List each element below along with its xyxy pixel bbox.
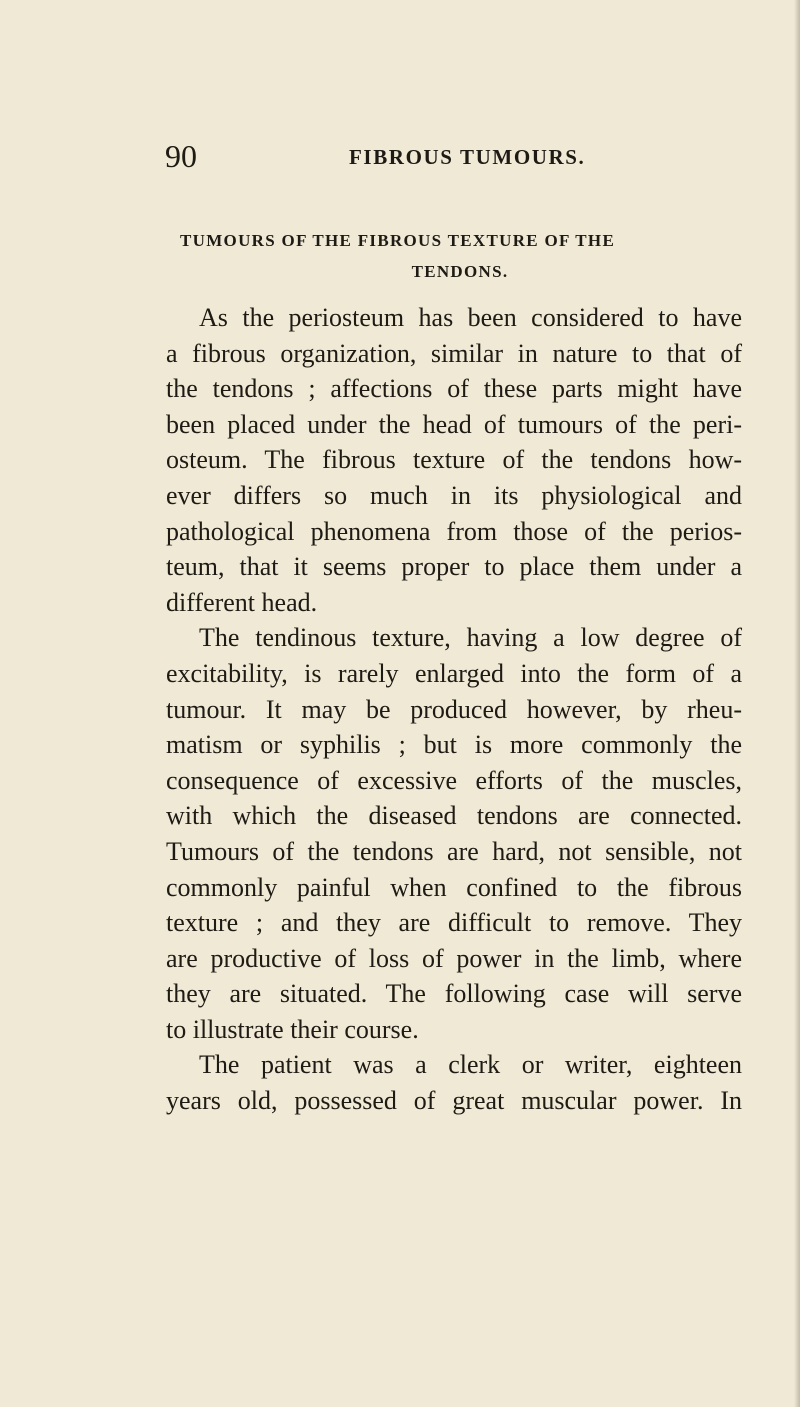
text-line: excitability, is rarely enlarged into the form of a: [166, 658, 742, 688]
text-line: the tendons ; affections of these parts might have: [166, 374, 742, 404]
page-number: 90: [165, 138, 197, 174]
text-line: ever differs so much in its physiological and: [166, 480, 742, 510]
section-heading-line-1: TUMOURS OF THE FIBROUS TEXTURE OF THE: [180, 231, 616, 250]
text-line: a fibrous organization, similar in nature to that of: [166, 338, 742, 368]
text-line: with which the diseased tendons are connected.: [166, 801, 742, 831]
text-line: they are situated. The following case will serve: [166, 979, 742, 1009]
text-line: pathological phenomena from those of the perios-: [166, 516, 742, 546]
body-text: [166, 300, 742, 1119]
text-line: Tumours of the tendons are hard, not sensible, not: [166, 836, 742, 866]
text-line: The tendinous texture, having a low degree of: [199, 623, 742, 653]
text-line: consequence of excessive efforts of the muscles,: [166, 765, 742, 795]
text-line: teum, that it seems proper to place them under a: [166, 552, 742, 582]
page-edge-shadow: [794, 0, 800, 1407]
running-head: [165, 136, 725, 176]
text-line: tumour. It may be produced however, by rheu-: [166, 694, 742, 724]
section-heading-line-2: TENDONS.: [411, 262, 509, 281]
text-line: The patient was a clerk or writer, eighteen: [199, 1050, 742, 1080]
text-line: different head.: [166, 587, 318, 617]
text-line: years old, possessed of great muscular power. In: [166, 1086, 742, 1116]
text-line: to illustrate their course.: [166, 1014, 419, 1044]
text-line: commonly painful when confined to the fibrous: [166, 872, 742, 902]
text-line: matism or syphilis ; but is more commonly the: [166, 730, 742, 760]
text-line: been placed under the head of tumours of the peri-: [166, 409, 742, 439]
text-line: are productive of loss of power in the limb, where: [166, 943, 742, 973]
text-line: texture ; and they are difficult to remove. They: [166, 908, 742, 938]
running-head-title: FIBROUS TUMOURS.: [349, 145, 586, 169]
text-line: As the periosteum has been considered to have: [199, 303, 742, 332]
text-line: osteum. The fibrous texture of the tendons how-: [166, 445, 742, 475]
section-heading: [180, 225, 740, 287]
